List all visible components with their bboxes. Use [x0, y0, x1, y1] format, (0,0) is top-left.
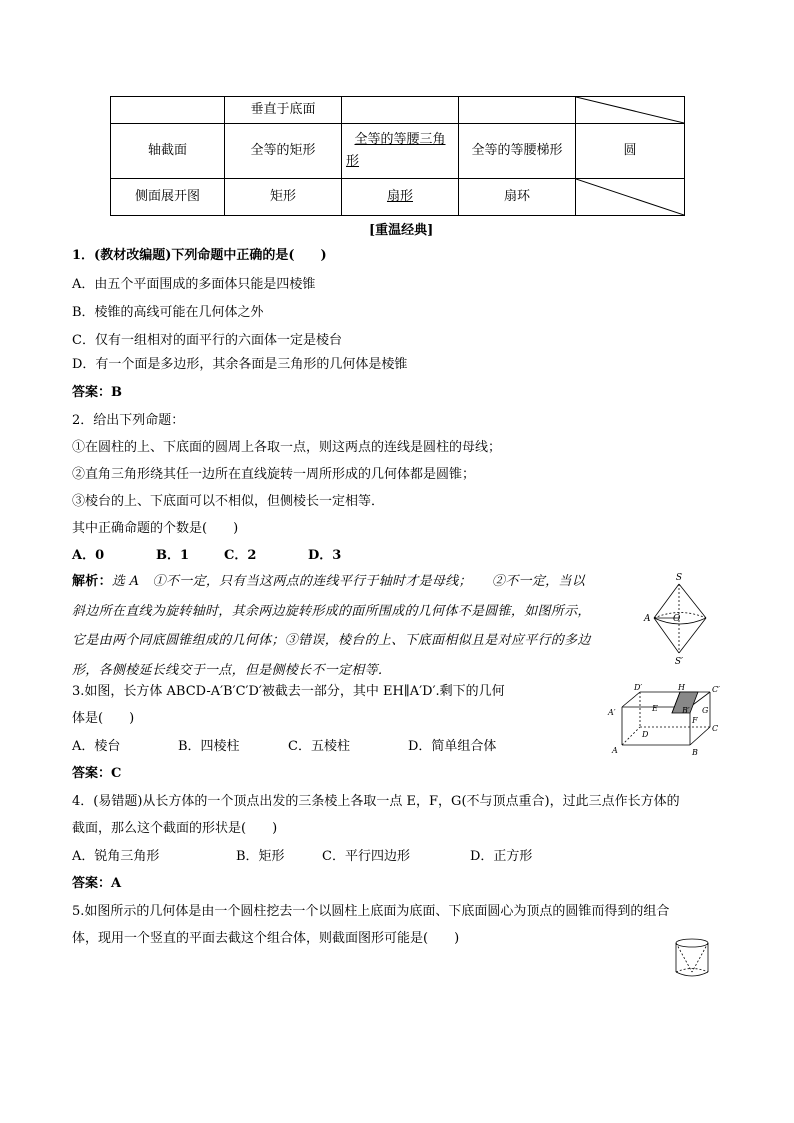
q4-stem-line-1: 4．(易错题)从长方体的一个顶点出发的三条棱上各取一点 E，F，G(不与顶点重合)，过此三点作长方体的: [72, 794, 680, 809]
q5-stem-line-2: 体，现用一个竖直的平面去截这个组合体，则截面图形可能是( ): [72, 931, 460, 946]
section-title: [重温经典]: [369, 223, 434, 238]
q1-stem: 1．(教材改编题)下列命题中正确的是( ): [72, 248, 327, 263]
figure-label: D: [642, 730, 649, 739]
figure-label: S: [675, 573, 683, 583]
figure-label: C: [712, 724, 719, 733]
figure-label: D′: [634, 683, 643, 692]
q2-option-d: D．3: [308, 548, 342, 563]
q2-proposition-2: ②直角三角形绕其任一边所在直线旋转一周所形成的几何体都是圆锥；: [72, 467, 476, 482]
q1-answer: 答案：B: [72, 385, 122, 400]
table-cell: 全等的矩形: [225, 124, 342, 179]
table-cell: 轴截面: [111, 124, 225, 179]
q2-explanation-line: 形，各侧棱延长线交于一点，但是侧棱长不一定相等．: [72, 662, 392, 678]
table-cell: [459, 97, 576, 124]
table-cell-text: 扇形: [386, 189, 413, 204]
table-diagonal-cell: [576, 179, 685, 216]
q2-question: 其中正确命题的个数是( ): [72, 521, 239, 536]
q3-answer: 答案：C: [72, 766, 122, 781]
table-diagonal-cell: [576, 97, 685, 124]
table-cell: [111, 97, 225, 124]
figure-label: A′: [608, 708, 616, 717]
figure-label: A: [644, 614, 651, 624]
table-cell-line: 形: [346, 154, 360, 169]
table-cell: 侧面展开图: [111, 179, 225, 216]
double-cone-figure: [638, 570, 718, 666]
q4-stem-line-2: 截面，那么这个截面的形状是( ): [72, 821, 278, 836]
q5-stem-line-1: 5.如图所示的几何体是由一个圆柱挖去一个以圆柱上底面为底面、下底面圆心为顶点的圆锥而得到的组合: [72, 904, 670, 919]
figure-label: S′: [674, 657, 684, 666]
q1-option-b: B．棱锥的高线可能在几何体之外: [72, 305, 264, 320]
table-cell-line: 全等的等腰三角: [354, 132, 446, 147]
q2-explanation: [72, 567, 632, 685]
q4-option-c: C．平行四边形: [322, 849, 410, 864]
q2-option-b: B．1: [156, 548, 190, 563]
figure-label: G: [702, 706, 709, 715]
table-cell: [342, 97, 459, 124]
cylinder-cone-figure: [670, 936, 718, 980]
table-cell: 矩形: [225, 179, 342, 216]
q1-option-c: C．仅有一组相对的面平行的六面体一定是棱台: [72, 333, 342, 348]
figure-label: O: [673, 614, 681, 624]
q1-option-a: A．由五个平面围成的多面体只能是四棱锥: [72, 277, 316, 292]
q3-options: [72, 737, 496, 757]
q4-answer: 答案：A: [72, 876, 122, 891]
comparison-table: [110, 96, 685, 216]
figure-label: B′: [682, 706, 690, 715]
table-cell: 扇环: [459, 179, 576, 216]
cuboid-figure: [606, 683, 724, 759]
q2-option-a: A．0: [72, 548, 105, 563]
q2-explanation-line: [72, 567, 632, 597]
q2-option-c: C．2: [224, 548, 257, 563]
q3-option-d: D．简单组合体: [408, 739, 497, 754]
q2-proposition-3: ③棱台的上、下底面可以不相似，但侧棱长一定相等．: [72, 494, 385, 509]
q2-explanation-line: 它是由两个同底圆锥组成的几何体；③错误，棱台的上、下底面相似且是对应平行的多边: [72, 633, 591, 648]
figure-label: A: [612, 746, 618, 755]
table-cell: [342, 124, 459, 179]
figure-label: H: [678, 683, 685, 692]
q2-explanation-line: 斜边所在直线为旋转轴时，其余两边旋转形成的面所围成的几何体不是圆锥，如图所示，: [72, 603, 591, 619]
figure-label: C′: [712, 685, 720, 694]
q2-options: [72, 546, 341, 566]
q3-option-a: A．棱台: [72, 739, 121, 754]
q1-option-d: D．有一个面是多边形，其余各面是三角形的几何体是棱锥: [72, 357, 408, 372]
explanation-label: 解析：: [72, 574, 112, 589]
figure-label: E: [652, 704, 658, 713]
q4-option-a: A．锐角三角形: [72, 849, 160, 864]
q3-option-b: B．四棱柱: [178, 739, 240, 754]
table-cell: [342, 179, 459, 216]
q3-option-c: C．五棱柱: [288, 739, 350, 754]
table-cell: 圆: [576, 124, 685, 179]
q3-stem-line-1: 3.如图，长方体 ABCD-A′B′C′D′被截去一部分，其中 EH∥A′D′.剩下的几何: [72, 684, 505, 699]
explanation-text: 选 A ①不一定，只有当这两点的连线平行于轴时才是母线； ②不一定，当以: [111, 574, 586, 589]
table-cell: 全等的等腰梯形: [459, 124, 576, 179]
q2-proposition-1: ①在圆柱的上、下底面的圆周上各取一点，则这两点的连线是圆柱的母线；: [72, 440, 502, 455]
figure-label: B: [692, 748, 698, 757]
q4-option-b: B．矩形: [236, 849, 285, 864]
q3-stem-line-2: 体是( ): [72, 711, 135, 726]
q4-option-d: D．正方形: [470, 849, 533, 864]
q4-options: [72, 847, 532, 867]
q2-stem: 2．给出下列命题：: [72, 413, 185, 428]
figure-label: F: [692, 716, 698, 725]
table-cell: 垂直于底面: [225, 97, 342, 124]
